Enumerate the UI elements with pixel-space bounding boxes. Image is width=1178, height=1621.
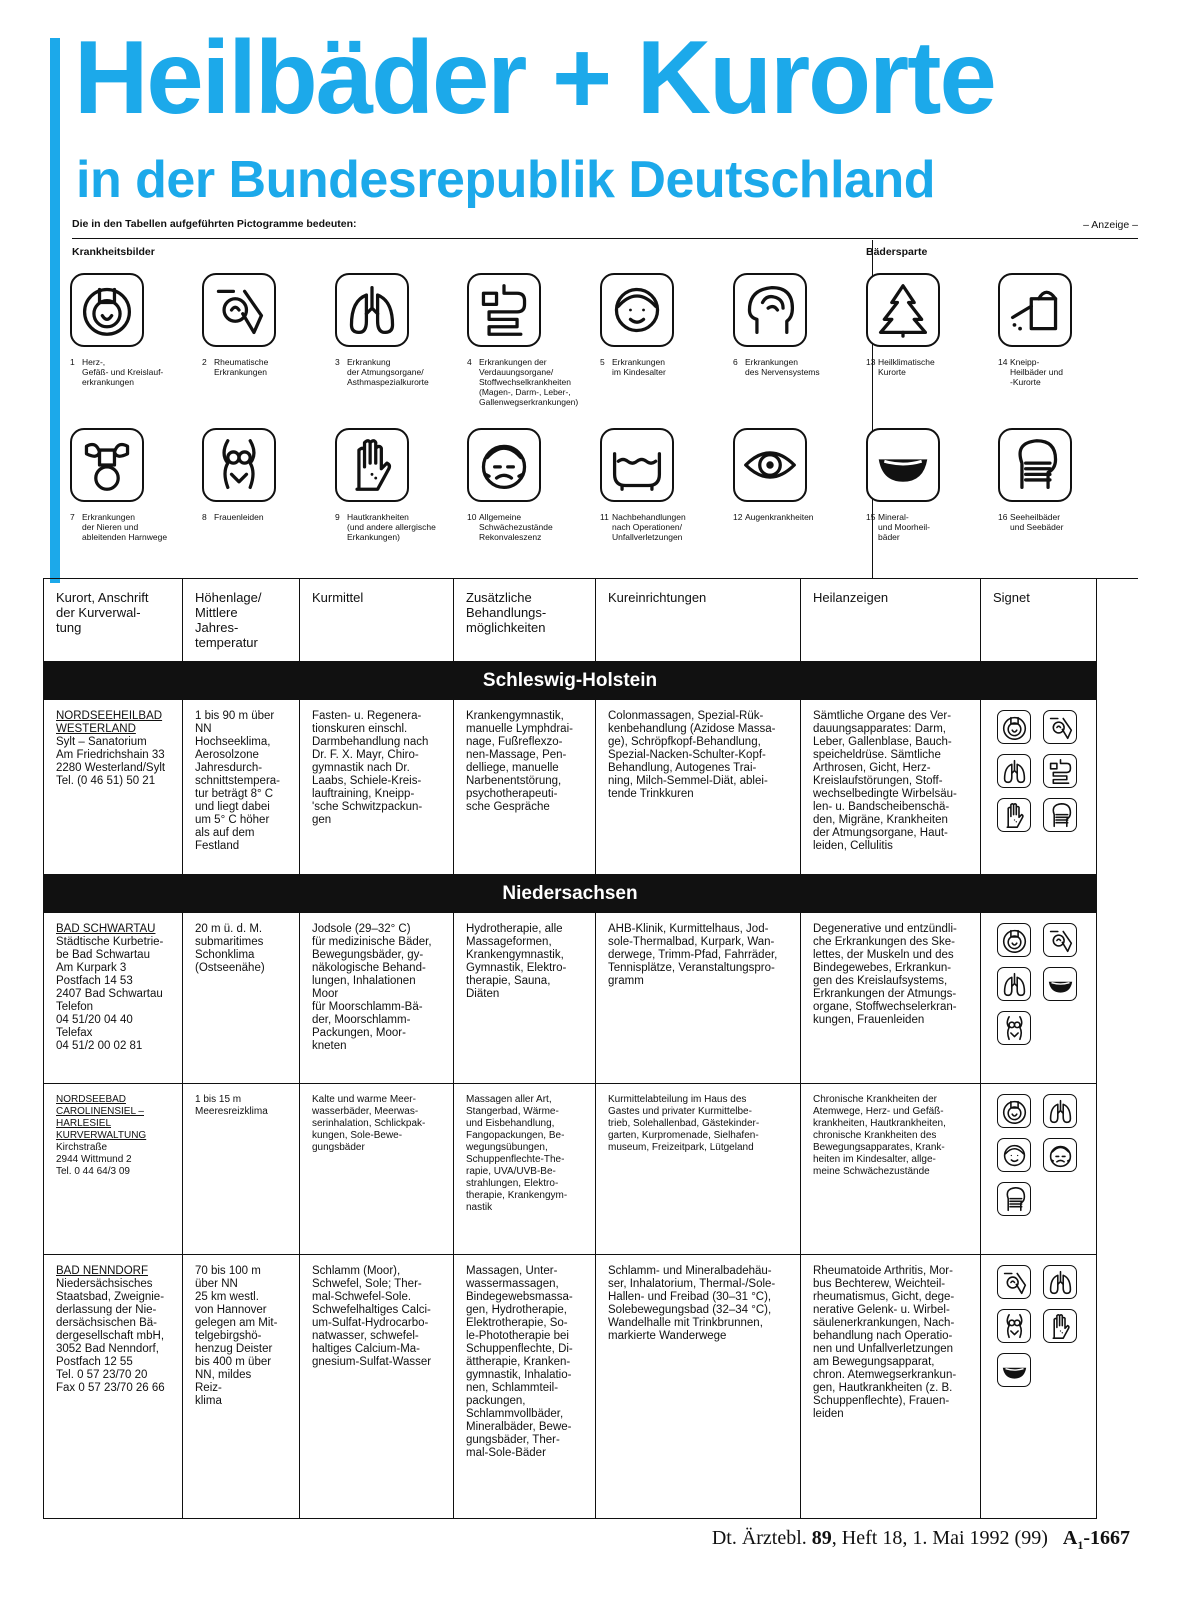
joint-icon xyxy=(202,273,276,347)
legend-text: Frauenleiden xyxy=(214,512,264,522)
column-header-indications: Heilanzeigen xyxy=(801,579,981,661)
legend-label xyxy=(733,357,858,377)
main-title: Heilbäder + Kurorte xyxy=(74,20,995,136)
legend-item-6 xyxy=(733,273,858,377)
legend-item-9 xyxy=(335,428,460,542)
head-brain-icon xyxy=(733,273,807,347)
legend-label xyxy=(998,512,1123,532)
legend-text: Augenkrankheiten xyxy=(745,512,814,522)
legend-text: Erkrankungen der Verdauungsorgane/ Stoffwechselkrankheiten (Magen-, Darm-, Leber-, Gallenwegserkrankungen) xyxy=(479,357,579,407)
remedies-cell: Kalte und warme Meer- wasserbäder, Meerwas- serinhalation, Schlickpak- kungen, Sole-Bewe- gungsbäder xyxy=(300,1084,454,1254)
subtitle: in der Bundesrepublik Deutschland xyxy=(76,151,935,209)
facilities-cell: Colonmassagen, Spezial-Rük- kenbehandlung (Azidose Massa- ge), Schröpfkopf-Behandlung, Spezial-Nacken-Schulter-Kopf- Behandlung, Autogenes Trai- ning, Milch-Semmel-Diät, ablei- tende Trinkkuren xyxy=(596,700,801,874)
signet-cell xyxy=(981,700,1096,874)
facilities-cell: AHB-Klinik, Kurmittelhaus, Jod- sole-Thermalbad, Kurpark, Wan- derwege, Trimm-Pfad, Fahrräder, Tennisplätze, Veranstaltungspro- gramm xyxy=(596,913,801,1083)
legend-item-1 xyxy=(70,273,195,387)
digestive-icon xyxy=(467,273,541,347)
legend-item-16 xyxy=(998,428,1123,532)
legend-number: 5 xyxy=(600,357,605,367)
region-heading: Schleswig-Holstein xyxy=(44,662,1096,700)
legend-item-10 xyxy=(467,428,592,542)
legend-label xyxy=(202,512,327,522)
legend-group-diseases: Krankheitsbilder xyxy=(72,246,155,258)
legend-label xyxy=(335,512,460,542)
journal-name: Dt. Ärztebl. xyxy=(711,1527,807,1549)
bowl-icon xyxy=(997,1353,1031,1387)
legend-text: Erkrankungen des Nervensystems xyxy=(745,357,820,377)
legend-label xyxy=(467,357,592,407)
legend-number: 11 xyxy=(600,512,609,522)
legend-text: Kneipp- Heilbäder und -Kurorte xyxy=(1010,357,1063,387)
altitude-cell: 20 m ü. d. M. submaritimes Schonklima (Ostseenähe) xyxy=(183,913,300,1083)
legend-number: 3 xyxy=(335,357,340,367)
journal-issue: , Heft 18, 1. Mai 1992 (99) xyxy=(831,1527,1048,1549)
signet-cell xyxy=(981,1255,1096,1518)
remedies-cell: Fasten- u. Regenera- tionskuren einschl. Darmbehandlung nach Dr. F. X. Mayr, Chiro- gymnastik nach Dr. Laabs, Schiele-Kreis- lauftraining, Kneipp- 'sche Schwitzpackun- gen xyxy=(300,700,454,874)
page-footer xyxy=(712,1527,1130,1553)
legend-item-11 xyxy=(600,428,725,542)
legend-number: 1 xyxy=(70,357,75,367)
spa-name: NORDSEEHEILBAD WESTERLAND xyxy=(56,710,163,735)
eye-icon xyxy=(733,428,807,502)
column-header-remedies: Kurmittel xyxy=(300,579,454,661)
heart-icon xyxy=(997,923,1031,957)
legend-text: Seeheilbäder und Seebäder xyxy=(1010,512,1064,532)
child-face-icon xyxy=(997,1138,1031,1172)
altitude-cell: 70 bis 100 m über NN 25 km westl. von Hannover gelegen am Mit- telgebirgshö- henzug Deister bis 400 m über NN, mildes Reiz- klima xyxy=(183,1255,300,1518)
column-header-facilities: Kureinrichtungen xyxy=(596,579,801,661)
tub-icon xyxy=(600,428,674,502)
table-row xyxy=(44,1084,1096,1255)
altitude-cell: 1 bis 90 m über NN Hochseeklima, Aerosolzone Jahresdurch- schnittstempera- tur beträgt 8° C und liegt dabei um 5° C höher als auf dem Festland xyxy=(183,700,300,874)
additional-treatments-cell: Massagen, Unter- wassermassagen, Bindegewebsmassa- gen, Hydrotherapie, Elektrotherapie, So- le-Phototherapie bei Schuppenflechte, Di- ättherapie, Kranken- gymnastik, Inhalatio- nen, Schlammteil- packungen, Schlammvollbäder, Mineralbäder, Bewe- gungsbäder, Ther- mal-Sole-Bäder xyxy=(454,1255,596,1518)
female-torso-icon xyxy=(997,1309,1031,1343)
legend-label xyxy=(600,512,725,542)
legend-number: 14 xyxy=(998,357,1008,367)
legend-text: Erkrankung der Atmungsorgane/ Asthmaspezialkurorte xyxy=(347,357,429,387)
remedies-cell: Schlamm (Moor), Schwefel, Sole; Ther- mal-Schwefel-Sole. Schwefelhaltiges Calci- um-Sulfat-Hydrocarbo- natwasser, schwefel- haltiges Calcium-Ma- gnesium-Sulfat-Wasser xyxy=(300,1255,454,1518)
heart-icon xyxy=(70,273,144,347)
legend-text: Heilklimatische Kurorte xyxy=(878,357,935,377)
legend-text: Nachbehandlungen nach Operationen/ Unfallverletzungen xyxy=(612,512,686,542)
legend-text: Hautkrankheiten (und andere allergische Erkankungen) xyxy=(347,512,436,542)
tired-face-icon xyxy=(467,428,541,502)
legend-group-bath-types: Bädersparte xyxy=(866,246,928,258)
indications-cell: Chronische Krankheiten der Atemwege, Herz- und Gefäß- krankheiten, Hautkrankheiten, chronische Krankheiten des Bewegungsapparates, Krank- heiten im Kindesalter, allge- meine Schwächezustände xyxy=(801,1084,981,1254)
hand-icon xyxy=(335,428,409,502)
joint-icon xyxy=(1043,923,1077,957)
legend-label xyxy=(202,357,327,377)
region-heading: Niedersachsen xyxy=(44,875,1096,913)
hand-icon xyxy=(997,798,1031,832)
additional-treatments-cell: Massagen aller Art, Stangerbad, Wärme- und Eisbehandlung, Fangopackungen, Be- wegungsübungen, Schuppenflechte-The- rapie, UVA/UVB-Be- strahlungen, Elektro- therapie, Krankengym- nastik xyxy=(454,1084,596,1254)
legend-number: 7 xyxy=(70,512,75,522)
legend-number: 8 xyxy=(202,512,207,522)
table-row xyxy=(44,1255,1096,1519)
indications-cell: Rheumatoide Arthritis, Mor- bus Bechterew, Weichteil- rheumatismus, Gicht, dege- nerative Gelenk- u. Wirbel- säulenerkrankungen, Nach- behandlung nach Operatio- nen und Unfallverletzungen am Bewegungsapparat, chron. Atemwegserkrankun- gen, Hautkrankheiten (z. B. Schuppenflechte), Frauen- leiden xyxy=(801,1255,981,1518)
legend-text: Mineral- und Moorheil- bäder xyxy=(878,512,930,542)
legend-item-5 xyxy=(600,273,725,377)
lungs-icon xyxy=(1043,1265,1077,1299)
legend-number: 10 xyxy=(467,512,477,522)
spa-name: BAD NENNDORF xyxy=(56,1265,149,1277)
fir-tree-icon xyxy=(866,273,940,347)
altitude-cell: 1 bis 15 m Meeresreizklima xyxy=(183,1084,300,1254)
legend-label xyxy=(70,512,195,542)
additional-treatments-cell: Hydrotherapie, alle Massageformen, Krankengymnastik, Gymnastik, Elektro- therapie, Sauna, Diäten xyxy=(454,913,596,1083)
legend-label xyxy=(600,357,725,377)
facilities-cell: Kurmittelabteilung im Haus des Gastes und privater Kurmittelbe- trieb, Solehallenbad, Gästekinder- garten, Kurpromenade, Sielhafen- museum, Freizeitpark, Lütgeland xyxy=(596,1084,801,1254)
legend-item-15 xyxy=(866,428,991,542)
location-cell xyxy=(44,1084,183,1254)
legend-number: 15 xyxy=(866,512,876,522)
legend-number: 9 xyxy=(335,512,340,522)
watering-can-icon xyxy=(998,273,1072,347)
signet-cell xyxy=(981,1084,1096,1254)
legend-number: 16 xyxy=(998,512,1008,522)
legend-number: 2 xyxy=(202,357,207,367)
divider xyxy=(72,238,1138,239)
legend-label xyxy=(467,512,592,542)
legend-label xyxy=(733,512,858,522)
legend-label xyxy=(866,512,991,542)
legend-item-12 xyxy=(733,428,858,522)
accent-bar xyxy=(50,38,60,583)
page-reference: $A_1-1667$ xyxy=(1062,1527,1130,1552)
spa-table xyxy=(43,578,1097,1519)
legend-label xyxy=(335,357,460,387)
table-row xyxy=(44,700,1096,875)
location-cell xyxy=(44,913,183,1083)
bowl-icon xyxy=(1043,967,1077,1001)
location-cell xyxy=(44,700,183,874)
heart-icon xyxy=(997,710,1031,744)
legend-item-3 xyxy=(335,273,460,387)
lungs-icon xyxy=(335,273,409,347)
wave-icon xyxy=(998,428,1072,502)
legend-text: Herz-, Gefäß- und Kreislauf- erkrankungen xyxy=(82,357,164,387)
column-header-altitude: Höhenlage/ Mittlere Jahres- temperatur xyxy=(183,579,300,661)
lungs-icon xyxy=(997,754,1031,788)
digestive-icon xyxy=(1043,754,1077,788)
legend-label xyxy=(70,357,195,387)
legend-text: Rheumatische Erkrankungen xyxy=(214,357,269,377)
legend-number: 4 xyxy=(467,357,472,367)
female-torso-icon xyxy=(997,1011,1031,1045)
legend-label xyxy=(998,357,1123,387)
bowl-icon xyxy=(866,428,940,502)
legend-item-7 xyxy=(70,428,195,542)
table-row xyxy=(44,913,1096,1084)
spa-address: Kirchstraße 2944 Wittmund 2 Tel. 0 44 64/3 09 xyxy=(56,1142,132,1177)
additional-treatments-cell: Krankengymnastik, manuelle Lymphdrai- nage, Fußreflexzo- nen-Massage, Pen- delliege, manuelle Narbenentstörung, psychotherapeuti- sche Gespräche xyxy=(454,700,596,874)
hand-icon xyxy=(1043,1309,1077,1343)
legend-text: Erkrankungen im Kindesalter xyxy=(612,357,666,377)
location-cell xyxy=(44,1255,183,1518)
table-header xyxy=(44,578,1096,662)
spa-name: BAD SCHWARTAU xyxy=(56,923,156,935)
advertisement-label: – Anzeige – xyxy=(1083,219,1138,231)
spa-address: Städtische Kurbetrie- be Bad Schwartau Am Kurpark 3 Postfach 14 53 2407 Bad Schwartau Telefon 04 51/20 04 40 Telefax 04 51/2 00 02 81 xyxy=(56,936,164,1052)
remedies-cell: Jodsole (29–32° C) für medizinische Bäder, Bewegungsbäder, gy- näkologische Behand- lungen, Inhalationen Moor für Moorschlamm-Bä- der, Moorschlamm- Packungen, Moor- kneten xyxy=(300,913,454,1083)
indications-cell: Degenerative und entzündli- che Erkrankungen des Ske- lettes, der Muskeln und des Bindegewebes, Erkrankun- gen des Kreislaufsystems, Erkrankungen der Atmungs- organe, Stoffwechselerkran- kungen, Frauenleiden xyxy=(801,913,981,1083)
legend-item-13 xyxy=(866,273,991,377)
wave-icon xyxy=(1043,798,1077,832)
spa-address: Niedersächsisches Staatsbad, Zweignie- derlassung der Nie- dersächsischen Bä- dergesellschaft mbH, 3052 Bad Nenndorf, Postfach 12 55 Tel. 0 57 23/70 20 Fax 0 57 23/70 26 66 xyxy=(56,1278,165,1394)
legend-number: 12 xyxy=(733,512,743,522)
legend-item-14 xyxy=(998,273,1123,387)
legend-number: 13 xyxy=(866,357,876,367)
facilities-cell: Schlamm- und Mineralbadehäu- ser, Inhalatorium, Thermal-/Sole- Hallen- und Freibad (30–31 °C), Solebewegungsbad (32–34 °C), Wandelhalle mit Trinkbrunnen, markierte Wanderwege xyxy=(596,1255,801,1518)
legend-item-4 xyxy=(467,273,592,407)
legend-intro: Die in den Tabellen aufgeführten Pictogramme bedeuten: xyxy=(72,218,357,230)
tired-face-icon xyxy=(1043,1138,1077,1172)
column-header-additional-treatments: Zusätzliche Behandlungs- möglichkeiten xyxy=(454,579,596,661)
joint-icon xyxy=(1043,710,1077,744)
column-header-location: Kurort, Anschrift der Kurverwal- tung xyxy=(44,579,183,661)
legend-item-2 xyxy=(202,273,327,377)
column-header-signet: Signet xyxy=(993,590,1030,605)
spa-address: Sylt – Sanatorium Am Friedrichshain 33 2280 Westerland/Sylt Tel. (0 46 51) 50 21 xyxy=(56,736,166,787)
wave-icon xyxy=(997,1182,1031,1216)
journal-volume: 89 xyxy=(811,1527,832,1549)
child-face-icon xyxy=(600,273,674,347)
legend-number: 6 xyxy=(733,357,738,367)
legend-label xyxy=(866,357,991,377)
spa-name: NORDSEEBAD CAROLINENSIEL – HARLESIEL KURVERWALTUNG xyxy=(56,1094,147,1141)
signet-cell xyxy=(981,913,1096,1083)
legend-text: Allgemeine Schwächezustände Rekonvaleszenz xyxy=(479,512,553,542)
heart-icon xyxy=(997,1094,1031,1128)
indications-cell: Sämtliche Organe des Ver- dauungsapparates: Darm, Leber, Gallenblase, Bauch- speicheldrüse. Sämtliche Arthrosen, Gicht, Herz- Kreislaufstörungen, Stoff- wechselbedingte Wirbelsäu- len- u. Bandscheibenschä- den, Migräne, Krankheiten der Atmungsorgane, Haut- leiden, Cellulitis xyxy=(801,700,981,874)
female-torso-icon xyxy=(202,428,276,502)
joint-icon xyxy=(997,1265,1031,1299)
kidney-icon xyxy=(70,428,144,502)
legend-text: Erkrankungen der Nieren und ableitenden Harnwege xyxy=(82,512,168,542)
lungs-icon xyxy=(1043,1094,1077,1128)
legend-item-8 xyxy=(202,428,327,522)
lungs-icon xyxy=(997,967,1031,1001)
